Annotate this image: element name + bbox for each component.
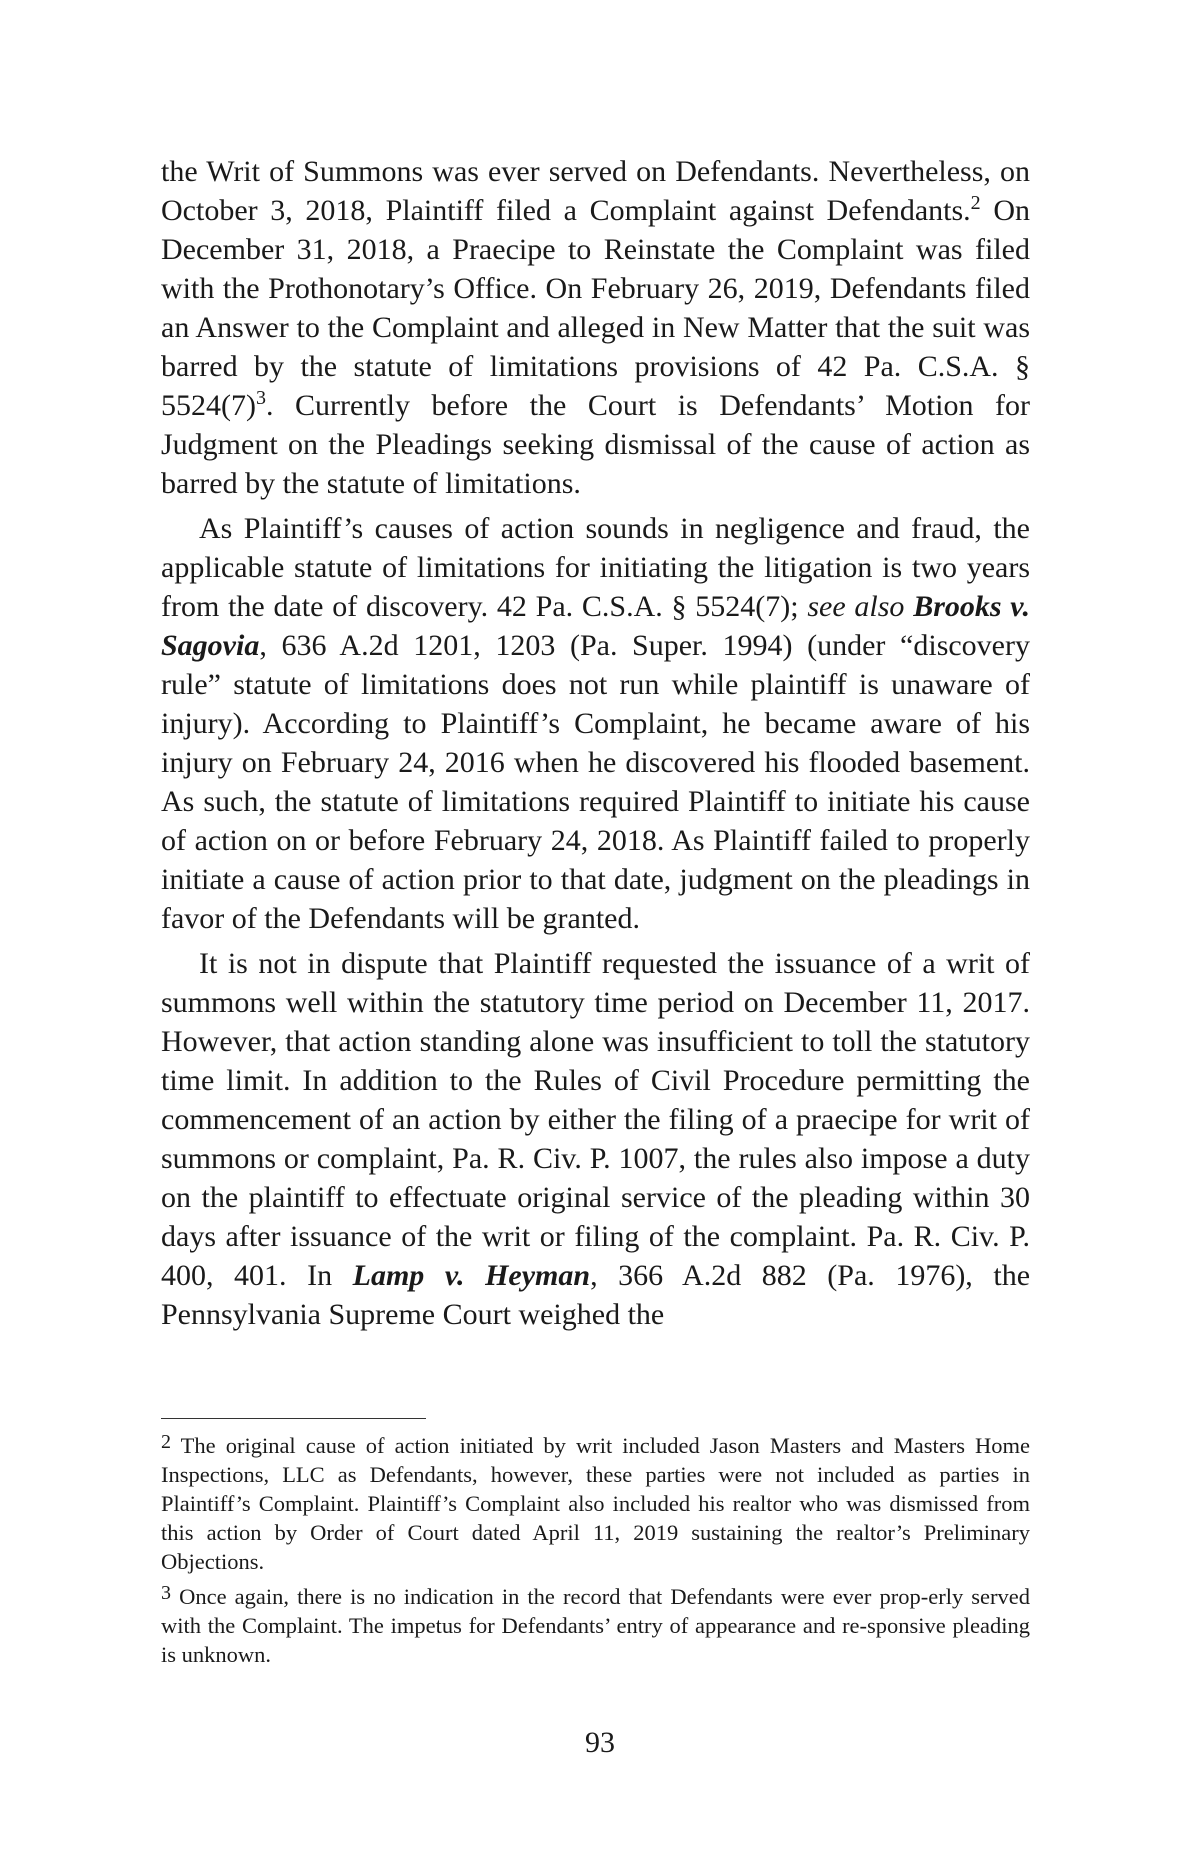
- paragraph-text: [904, 590, 913, 623]
- paragraph-text: It is not in dispute that Plaintiff requested the issuance of a writ of summons well within the statutory time period on December 11, 2017. However, that action standing alone was insufficient to toll the statutory time limit. In addition to the Rules of Civil Procedure permitting the commencement of an action by either the filing of a praecipe for writ of summons or complaint, Pa. R. Civ. P. 1007, the rules also impose a duty on the plaintiff to effectuate original service of the pleading within 30 days after issuance of the writ or filing of the complaint. Pa. R. Civ. P. 400, 401. In: [161, 947, 1030, 1292]
- citation-signal: see also: [807, 590, 905, 623]
- case-citation: Brooks v. Sagovia: [161, 590, 1031, 662]
- footnote-mark: 3: [161, 1582, 171, 1604]
- paragraph-text: As Plaintiff’s causes of action sounds in negligence and fraud, the applicable statute of limitations for initiating the litigation is two years from the date of discovery. 42 Pa. C.S.A. § 5524(7);: [161, 512, 1030, 623]
- paragraph-text: On December 31, 2018, a Praecipe to Reinstate the Complaint was filed with the Prothonotary’s Office. On February 26, 2019, Defendants filed an Answer to the Complaint and alleged in New Matter that the suit was barred by the statute of limitations provisions of 42 Pa. C.S.A. § 5524(7): [161, 194, 1030, 422]
- footnote-reference: 3: [255, 387, 266, 409]
- paragraph-text: . Currently before the Court is Defendants’ Motion for Judgment on the Pleadings seeking dismissal of the cause of action as barred by the statute of limitations.: [161, 389, 1030, 500]
- paragraph: [161, 944, 1030, 1334]
- paragraph: [161, 152, 1030, 503]
- footnote-reference: 2: [970, 192, 981, 214]
- body-text: [161, 152, 1030, 1340]
- footnote-text: The original cause of action initiated by writ included Jason Masters and Masters Home Inspections, LLC as Defendants, however, these parties were not included as parties in Plaintiff’s Complaint. Plaintiff’s Complaint also included his realtor who was dismissed from this action by Order of Court dated April 11, 2019 sustaining the realtor’s Preliminary Objections.: [161, 1433, 1030, 1574]
- paragraph-text: , 366 A.2d 882 (Pa. 1976), the Pennsylvania Supreme Court weighed the: [161, 1259, 1031, 1331]
- page-number: 93: [585, 1726, 615, 1759]
- case-citation: Lamp v. Heyman: [352, 1259, 591, 1292]
- paragraph-text: , 636 A.2d 1201, 1203 (Pa. Super. 1994) (under “discovery rule” statute of limitations does not run while plaintiff is unaware of injury). According to Plaintiff’s Complaint, he became aware of his injury on February 24, 2016 when he discovered his flooded basement. As such, the statute of limitations required Plaintiff to initiate his cause of action on or before February 24, 2018. As Plaintiff failed to properly initiate a cause of action prior to that date, judgment on the pleadings in favor of the Defendants will be granted.: [161, 629, 1030, 935]
- paragraph-text: the Writ of Summons was ever served on Defendants. Nevertheless, on October 3, 2018, Plaintiff filed a Complaint against Defendants.: [161, 155, 1030, 227]
- footnotes: [161, 1431, 1030, 1675]
- paragraph: [161, 509, 1030, 938]
- footnote: [161, 1582, 1030, 1669]
- footnote-mark: 2: [161, 1431, 171, 1453]
- footnote-divider: [161, 1418, 426, 1419]
- footnote: [161, 1431, 1030, 1576]
- footnote-text: Once again, there is no indication in the record that Defendants were ever prop-erly served with the Complaint. The impetus for Defendants’ entry of appearance and re-sponsive pleading is unknown.: [161, 1584, 1031, 1667]
